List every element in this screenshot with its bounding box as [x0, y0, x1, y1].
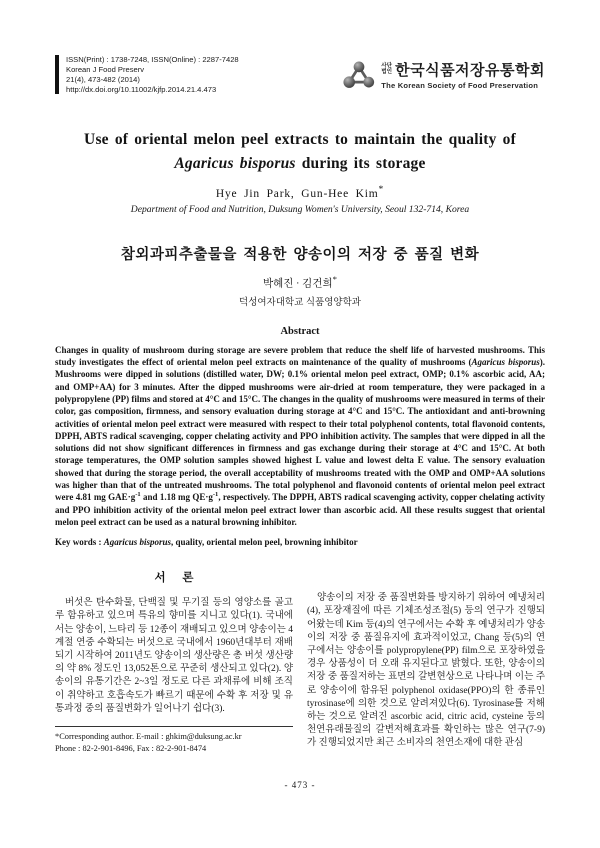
keywords-species-italic: Agaricus bisporus	[103, 537, 172, 548]
keywords-label: Key words :	[55, 537, 104, 548]
corresponding-author-footnote	[55, 726, 293, 755]
superscript-exponent: -1	[135, 491, 141, 499]
society-name-korean: 한국식품저장유통학회	[395, 62, 545, 79]
authors-english	[55, 184, 545, 200]
footnote-email-line: *Corresponding author. E-mail : ghkim@duksung.ac.kr	[55, 732, 242, 742]
footnote-divider	[55, 726, 293, 727]
corresponding-author-mark-ko: *	[332, 274, 337, 285]
doi-link: http://dx.doi.org/10.11002/kjfp.2014.21.4.473	[66, 84, 217, 94]
badge-line-2: 법인	[381, 68, 393, 75]
abstract-species-italic: Agaricus bisporus	[471, 357, 540, 368]
abstract-seg-4: and 1.18 mg QE·g	[140, 492, 213, 503]
masthead	[55, 55, 545, 94]
author-names-ko: 박혜진 · 김건희	[263, 278, 333, 290]
superscript-exponent-2: -1	[212, 491, 219, 499]
society-logo	[342, 59, 545, 90]
affiliation-english: Department of Food and Nutrition, Duksung Women's University, Seoul 132-714, Korea	[130, 204, 470, 216]
footnote-phone-line: Phone : 82-2-901-8496, Fax : 82-2-901-8474	[55, 744, 207, 754]
author-names-en: Hye Jin Park, Gun-Hee Kim	[215, 188, 379, 201]
article-title-korean: 참외과피추출물을 적용한 양송이의 저장 중 품질 변화	[120, 247, 480, 264]
journal-abbrev: Korean J Food Preserv	[66, 64, 145, 74]
introduction-heading: 서 론	[154, 572, 194, 585]
keywords-rest: , quality, oriental melon peel, browning inhibitor	[171, 537, 358, 548]
society-name-block	[381, 59, 545, 90]
authors-korean	[55, 274, 545, 291]
society-name-english: The Korean Society of Food Preservation	[381, 81, 539, 90]
abstract-heading: Abstract	[280, 325, 320, 337]
issn-line: ISSN(Print) : 1738-7248, ISSN(Online) : 2287-7428	[66, 55, 239, 64]
badge-line-1: 사단	[381, 62, 393, 69]
citation-line: 21(4), 473-482 (2014)	[66, 74, 140, 84]
affiliation-korean: 덕성여자대학교 식품영양학과	[239, 296, 361, 308]
abstract-text	[55, 344, 545, 528]
page-number: - 473 -	[284, 780, 316, 790]
journal-citation-block	[55, 55, 239, 94]
title-part-1: Use of oriental melon peel extracts to maintain the quality of	[84, 131, 516, 149]
keywords-line	[55, 537, 545, 547]
corresponding-author-mark: *	[378, 184, 385, 196]
title-species-italic: Agaricus bisporus	[174, 155, 296, 173]
left-column	[55, 569, 293, 755]
abstract-seg-2: ). Mushrooms were dipped in solutions (distilled water, DW; 0.1% oriental melon peel extract, OMP; 0.1% ascorbic acid, AA; and OMP+AA) for 3 minutes. After the dipped mushrooms were air-dried at room temperature, they were packaged in a polypropylene (PP) films and stored at 4°C and 15°C. The changes in the quality of mushrooms were measured in terms of their color, gas composition, firmness, and sensory evaluation during storage at 4°C and 15°C. The antioxidant and anti-browning activities of oriental melon peel extract were measured with respect to their total polyphenol contents, total flavonoid contents, DPPH, ABTS radical scavenging, copper chelating activity and PPO inhibition activity. The samples that were dipped in all the solutions did not show significant differences in firmness and gas exchange during their storage at 4°C and 15°C. At both storage temperatures, the OMP solution samples showed highest L value and lowest delta E value. The sensory evaluation showed that during the storage period, the overall acceptability of mushrooms treated with the OMP and OMP+AA solutions was higher than that of the untreated mushrooms. The total polyphenol and flavonoid contents of oriental melon peel extract were 4.81 mg GAE·g	[55, 357, 545, 503]
society-molecule-icon	[342, 59, 376, 90]
introduction-paragraph-right: 양송이의 저장 중 품질변화를 방지하기 위하여 예냉처리(4), 포장재질에 따른 기체조성조절(5) 등의 연구가 진행되어왔는데 Kim 등(4)의 연구에서는 수확 후 예냉처리가 양송이의 저장 중 품질유지에 효과적이었고, Chang 등(5)의 연구에서는 양송이를 polypropylene(PP) film으로 포장하였을 경우 상품성이 더 오래 유지된다고 밝혔다. 또한, 양송이의 저장 중 품질저하는 표면의 갈변현상으로 나타나며 이는 주로 양송이에 함유된 polyphenol oxidase(PPO)의 한 종류인 tyrosinase에 의한 것으로 알려져있다(6). Tyrosinase를 저해하는 것으로 알려진 ascorbic acid, citric acid, cysteine 등의 천연유래물질의 갈변저해효과를 확인하는 많은 연구(7-9)가 진행되었지만 최근 소비자의 천연소재에 대한 관심	[307, 593, 545, 749]
abstract-seg-6: , respectively. The DPPH, ABTS radical scavenging activity, copper chelating activity and PPO inhibition activity of the oriental melon peel extract lower than ascorbic acid. All these results suggest that oriental melon peel extract can be used as a natural browning inhibitor.	[55, 492, 546, 527]
right-column	[307, 569, 545, 755]
article-title-english	[55, 128, 545, 176]
title-part-2: during its storage	[295, 155, 426, 173]
corporation-badge	[381, 64, 392, 76]
abstract-seg-0: Changes in quality of mushroom during storage are severe problem that reduce the shelf life of harvested mushrooms. This study investigates the effect of oriental melon peel extracts on maintenance of the quality of mushrooms (	[55, 344, 545, 368]
body-columns	[55, 569, 545, 755]
introduction-paragraph-left: 버섯은 탄수화물, 단백질 및 무기질 등의 영양소를 골고루 함유하고 있으며 특유의 향미를 지니고 있다(1). 국내에서는 양송이, 느타리 등 12종이 재배되고 있으며 양송이는 4계절 연중 수확되는 버섯으로 국내에서 1960년대부터 재배되기 시작하여 2011년도 양송이의 생산량은 총 버섯 생산량의 약 8% 정도인 13,052톤으로 꾸준히 생산되고 있다(2). 양송이의 유통기간은 2~3일 정도로 다른 과채류에 비해 조직이 취약하고 호흡속도가 빠르기 때문에 수확 후 저장 및 유통과정 중의 품질변화가 일어나기 쉽다(3).	[55, 598, 293, 714]
